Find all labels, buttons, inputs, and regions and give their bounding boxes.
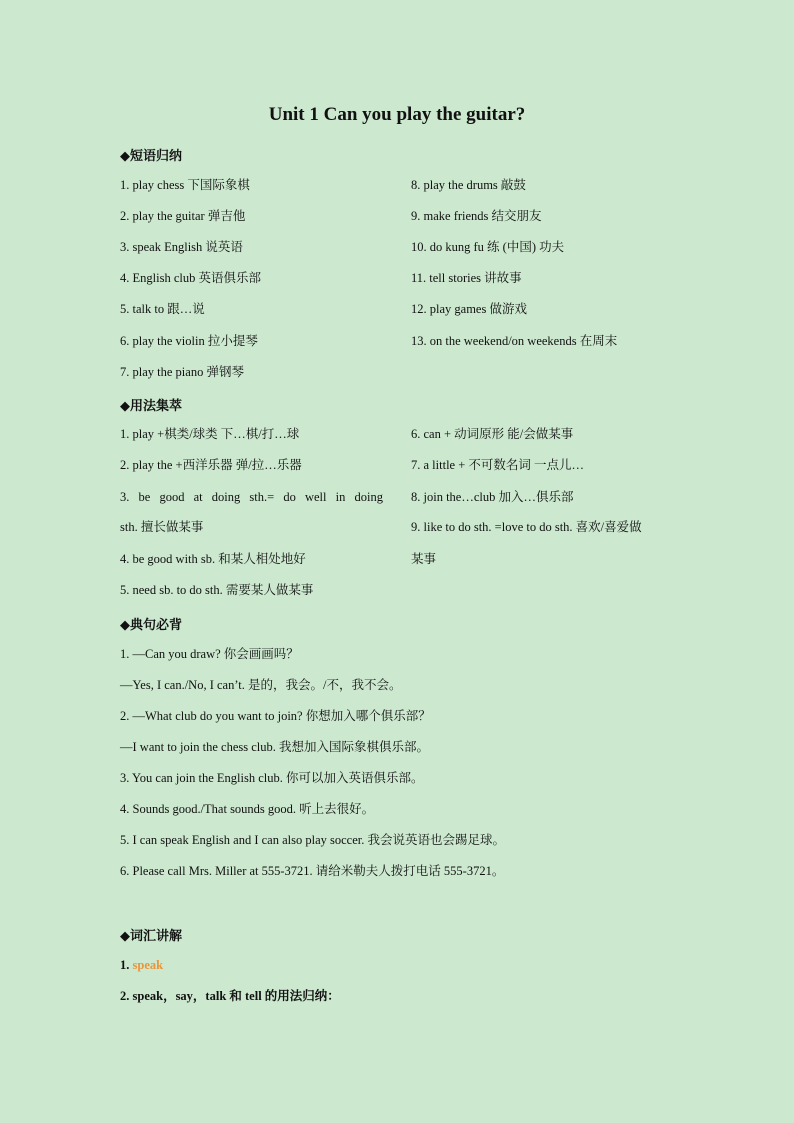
- usage-item: 4. be good with sb. 和某人相处地好: [120, 552, 306, 566]
- phrase-item: 10. do kung fu 练 (中国) 功夫: [411, 240, 565, 254]
- section-heading-sentences: ◆典句必背: [120, 617, 182, 632]
- sentence-item: 3. You can join the English club. 你可以加入英语俱乐部。: [120, 771, 424, 785]
- usage-item: 6. can + 动词原形 能/会做某事: [411, 427, 574, 441]
- vocab-word-speak: speak: [132, 958, 164, 972]
- phrase-item: 6. play the violin 拉小提琴: [120, 334, 258, 348]
- usage-item: 9. like to do sth. =love to do sth. 喜欢/喜爱做: [411, 520, 642, 534]
- usage-item: 7. a little + 不可数名词 一点儿…: [411, 458, 585, 472]
- phrase-item: 11. tell stories 讲故事: [411, 271, 522, 285]
- phrase-item: 13. on the weekend/on weekends 在周末: [411, 334, 618, 348]
- section-heading-vocabulary: ◆词汇讲解: [120, 928, 182, 943]
- usage-item: sth. 擅长做某事: [120, 520, 204, 534]
- sentence-item: —Yes, I can./No, I can’t. 是的，我会。/不，我不会。: [120, 678, 402, 692]
- sentence-item: 4. Sounds good./That sounds good. 听上去很好。: [120, 802, 375, 816]
- phrase-item: 12. play games 做游戏: [411, 302, 527, 316]
- sentence-item: 2. —What club do you want to join? 你想加入哪个俱乐部？: [120, 709, 431, 723]
- phrase-item: 1. play chess 下国际象棋: [120, 178, 250, 192]
- phrase-item: 2. play the guitar 弹吉他: [120, 209, 246, 223]
- usage-item: 2. play the +西洋乐器 弹/拉…乐器: [120, 458, 302, 472]
- sentence-item: 5. I can speak English and I can also play soccer. 我会说英语也会踢足球。: [120, 833, 505, 847]
- usage-item: 3. be good at doing sth.= do well in doing: [120, 490, 383, 504]
- section-heading-usage: ◆用法集萃: [120, 398, 182, 413]
- phrase-item: 7. play the piano 弹钢琴: [120, 365, 244, 379]
- vocab-item-2: 2. speak，say，talk 和 tell 的用法归纳：: [120, 989, 340, 1003]
- section-heading-phrases: ◆短语归纳: [120, 148, 182, 163]
- vocab-item-1: [120, 957, 163, 973]
- sentence-item: 1. —Can you draw? 你会画画吗？: [120, 647, 299, 661]
- vocab-item-number: 1.: [120, 958, 130, 972]
- phrase-item: 5. talk to 跟…说: [120, 302, 205, 316]
- page-title: Unit 1 Can you play the guitar?: [268, 104, 526, 125]
- sentence-item: 6. Please call Mrs. Miller at 555-3721. 请给米勒夫人拨打电话 555-3721。: [120, 864, 505, 878]
- phrase-item: 4. English club 英语俱乐部: [120, 271, 261, 285]
- phrase-item: 3. speak English 说英语: [120, 240, 243, 254]
- phrase-item: 8. play the drums 敲鼓: [411, 178, 526, 192]
- sentence-item: —I want to join the chess club. 我想加入国际象棋俱乐部。: [120, 740, 429, 754]
- usage-item: 某事: [411, 552, 437, 566]
- usage-item: 5. need sb. to do sth. 需要某人做某事: [120, 583, 314, 597]
- usage-item: 1. play +棋类/球类 下…棋/打…球: [120, 427, 300, 441]
- usage-item: 8. join the…club 加入…俱乐部: [411, 490, 574, 504]
- phrase-item: 9. make friends 结交朋友: [411, 209, 542, 223]
